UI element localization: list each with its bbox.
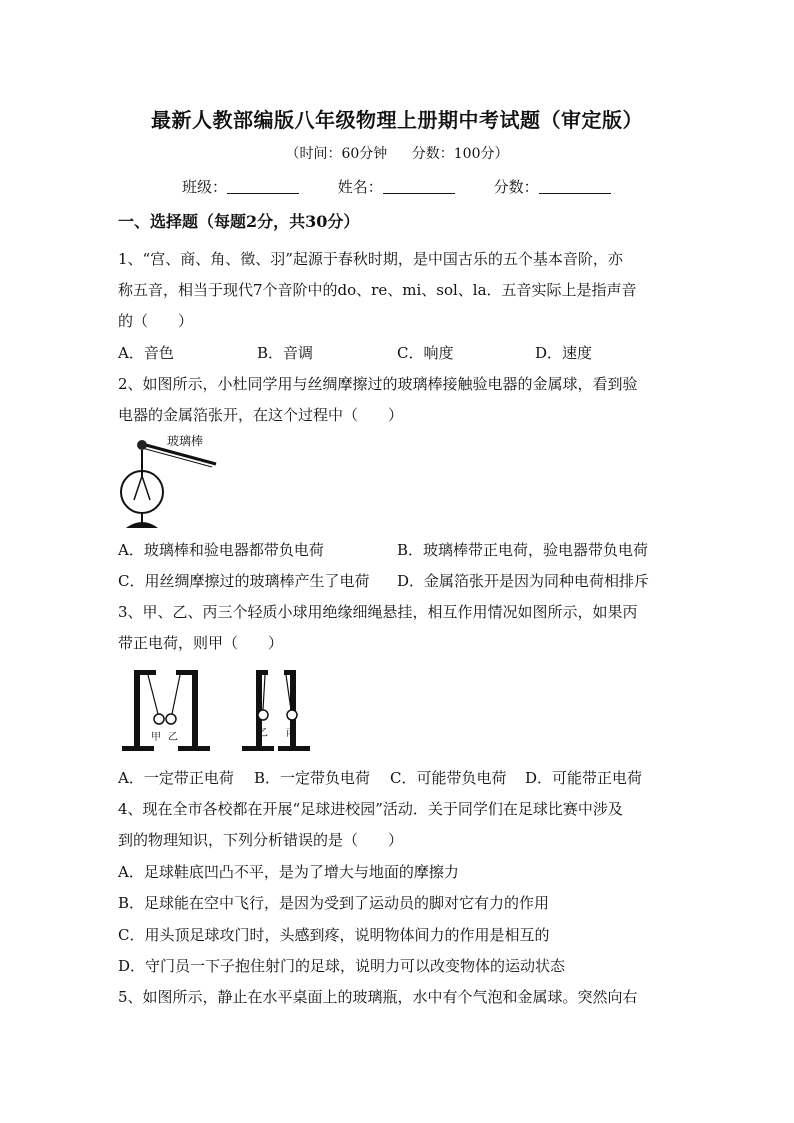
score-blank[interactable] <box>539 179 611 194</box>
q2-option-c[interactable]: C．用丝绸摩擦过的玻璃棒产生了电荷 <box>118 572 370 590</box>
section-title: 一、选择题（每题2分，共30分） <box>118 212 360 231</box>
q2-option-b[interactable]: B．玻璃棒带正电荷，验电器带负电荷 <box>397 541 649 559</box>
question-3-line-1: 3、甲、乙、丙三个轻质小球用绝缘细绳悬挂，相互作用情况如图所示，如果丙 <box>118 603 638 621</box>
page-title: 最新人教部编版八年级物理上册期中考试题（审定版） <box>151 108 643 132</box>
q3-option-a[interactable]: A．一定带正电荷 <box>118 769 234 787</box>
q2-option-d[interactable]: D．金属箔张开是因为同种电荷相排斥 <box>397 572 650 590</box>
question-1-line-1: 1、“宫、商、角、徵、羽”起源于春秋时期，是中国古乐的五个基本音阶，亦 <box>118 250 623 268</box>
q2-option-a[interactable]: A．玻璃棒和验电器都带负电荷 <box>118 541 324 559</box>
q3-option-b[interactable]: B．一定带负电荷 <box>254 769 371 787</box>
q4-option-b[interactable]: B．足球能在空中飞行，是因为受到了运动员的脚对它有力的作用 <box>118 894 550 912</box>
question-1-line-3: 的（ ） <box>118 312 194 330</box>
glass-rod-label: 玻璃棒 <box>167 434 204 448</box>
exam-meta <box>0 143 794 163</box>
name-blank[interactable] <box>383 179 455 194</box>
ball-label-yi-left: 乙 <box>168 732 178 743</box>
hanging-balls-figure <box>118 664 318 756</box>
question-3-line-2: 带正电荷，则甲（ ） <box>118 634 284 652</box>
q3-option-c[interactable]: C．可能带负电荷 <box>390 769 507 787</box>
q4-option-a[interactable]: A．足球鞋底凹凸不平，是为了增大与地面的摩擦力 <box>118 863 459 881</box>
q1-option-c[interactable]: C．响度 <box>397 344 454 362</box>
ball-label-jia: 甲 <box>151 732 161 743</box>
question-2-line-1: 2、如图所示，小杜同学用与丝绸摩擦过的玻璃棒接触验电器的金属球，看到验 <box>118 375 638 393</box>
question-4-line-1: 4、现在全市各校都在开展“足球进校园”活动．关于同学们在足球比赛中涉及 <box>118 800 623 818</box>
q4-option-d[interactable]: D．守门员一下子抱住射门的足球，说明力可以改变物体的运动状态 <box>118 957 566 975</box>
name-field: 姓名： <box>338 176 455 197</box>
q1-option-b[interactable]: B．音调 <box>257 344 314 362</box>
class-field: 班级： <box>182 176 299 197</box>
exam-time: （时间：60分钟 <box>285 146 388 162</box>
q4-option-c[interactable]: C．用头顶足球攻门时，头感到疼，说明物体间力的作用是相互的 <box>118 926 550 944</box>
student-info <box>182 176 645 197</box>
ball-label-bing: 丙 <box>286 728 296 739</box>
question-1-line-2: 称五音，相当于现代7个音阶中的do、re、mi、sol、la．五音实际上是指声音 <box>118 281 637 299</box>
q1-option-a[interactable]: A．音色 <box>118 344 174 362</box>
question-4-line-2: 到的物理知识，下列分析错误的是（ ） <box>118 831 404 849</box>
question-2-line-2: 电器的金属箔张开，在这个过程中（ ） <box>118 406 404 424</box>
class-blank[interactable] <box>227 179 299 194</box>
q3-option-d[interactable]: D．可能带正电荷 <box>525 769 643 787</box>
q1-option-d[interactable]: D．速度 <box>535 344 593 362</box>
exam-total-score: 分数：100分） <box>411 146 509 162</box>
question-5-line-1: 5、如图所示，静止在水平桌面上的玻璃瓶，水中有个气泡和金属球。突然向右 <box>118 988 638 1006</box>
score-field: 分数： <box>494 176 611 197</box>
ball-label-yi-right: 乙 <box>258 728 268 739</box>
